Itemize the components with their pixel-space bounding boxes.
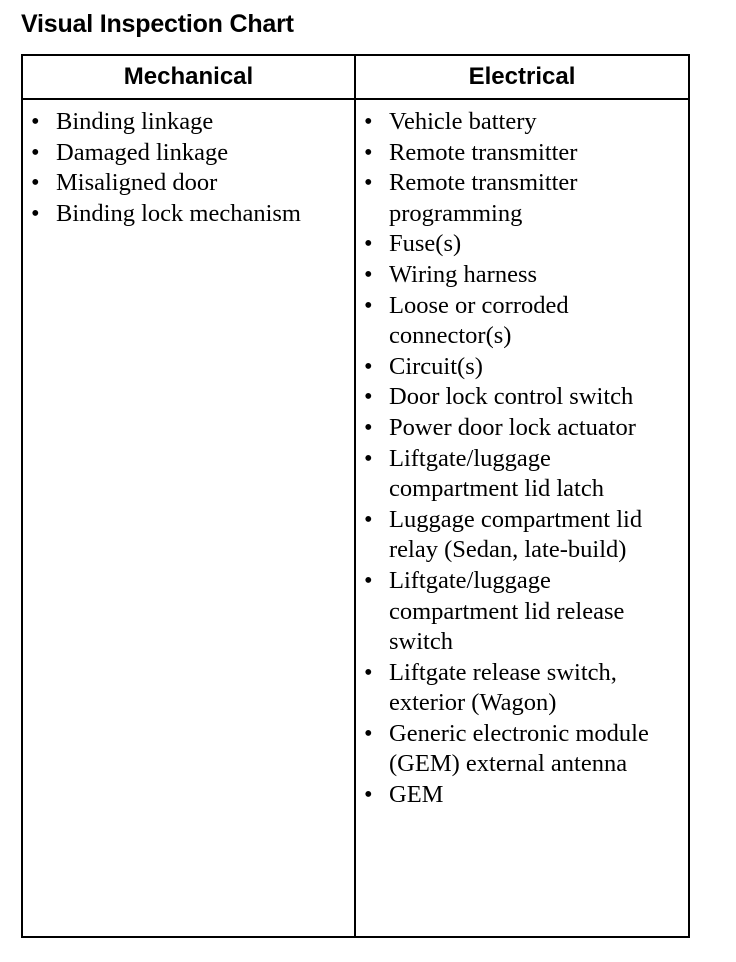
list-item: • Power door lock actuator xyxy=(364,413,682,444)
list-item: • Fuse(s) xyxy=(364,229,682,260)
inspection-table xyxy=(21,54,690,938)
list-item: • Liftgate/luggage compartment lid latch xyxy=(364,444,682,505)
mechanical-cell xyxy=(22,99,355,937)
list-item: • Circuit(s) xyxy=(364,352,682,383)
electrical-header: Electrical xyxy=(355,55,689,99)
list-item: • Binding lock mechanism xyxy=(31,199,348,230)
list-item: • Damaged linkage xyxy=(31,138,348,169)
list-item: • Liftgate/luggage compartment lid release switch xyxy=(364,566,682,658)
body-row xyxy=(22,99,689,937)
list-item: • Binding linkage xyxy=(31,107,348,138)
list-item: • Luggage compartment lid relay (Sedan, late-build) xyxy=(364,505,682,566)
list-item: • Door lock control switch xyxy=(364,382,682,413)
list-item: • GEM xyxy=(364,780,682,811)
header-row xyxy=(22,55,689,99)
mechanical-header: Mechanical xyxy=(22,55,355,99)
electrical-cell xyxy=(355,99,689,937)
list-item: • Misaligned door xyxy=(31,168,348,199)
electrical-list xyxy=(356,100,688,811)
mechanical-list xyxy=(23,100,354,229)
list-item: • Generic electronic module (GEM) external antenna xyxy=(364,719,682,780)
list-item: • Loose or corroded connector(s) xyxy=(364,291,682,352)
list-item: • Remote transmitter programming xyxy=(364,168,682,229)
chart-title: Visual Inspection Chart xyxy=(21,10,294,38)
list-item: • Liftgate release switch, exterior (Wagon) xyxy=(364,658,682,719)
list-item: • Remote transmitter xyxy=(364,138,682,169)
list-item: • Wiring harness xyxy=(364,260,682,291)
list-item: • Vehicle battery xyxy=(364,107,682,138)
